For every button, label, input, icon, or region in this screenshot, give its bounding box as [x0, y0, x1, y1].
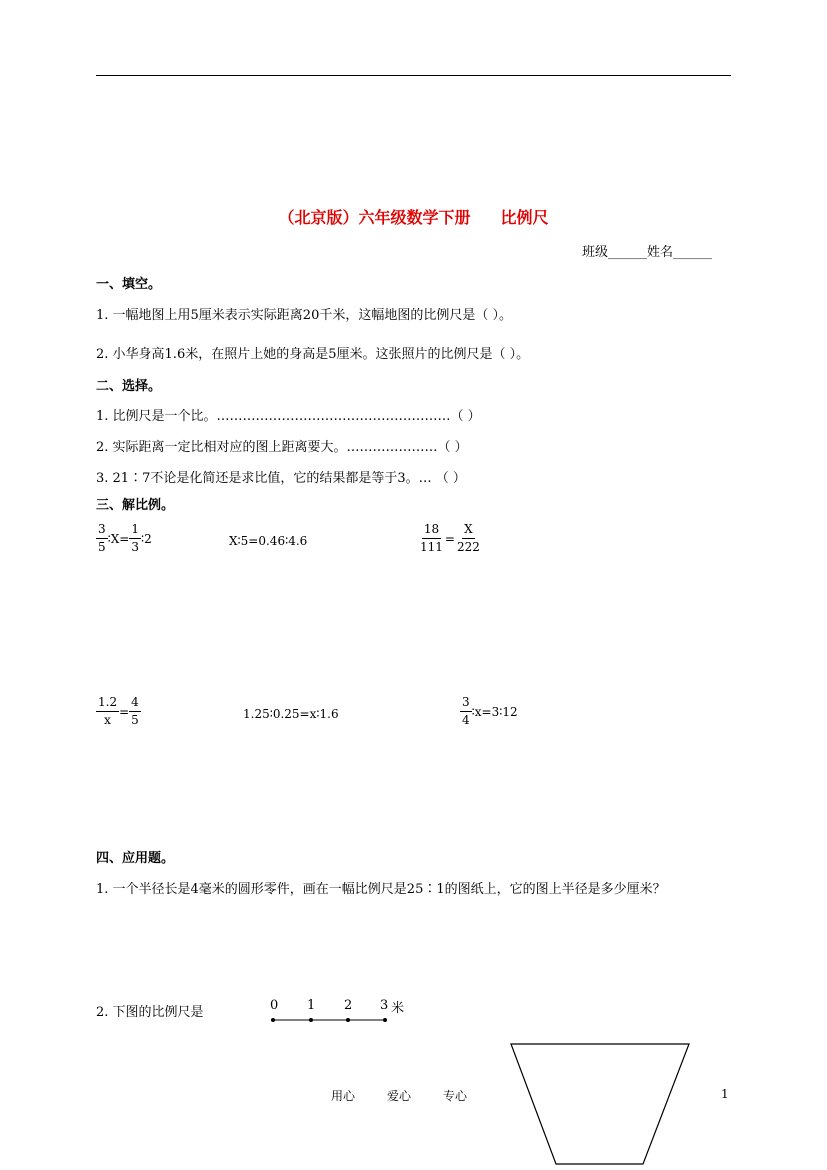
section-choice-heading: 二、选择。	[96, 379, 162, 394]
footer-right: 专心	[443, 1089, 468, 1103]
fill-question-1: 1. 一幅地图上用5厘米表示实际距离20千米，这幅地图的比例尺是（ ）。	[96, 308, 512, 323]
ruler-line	[270, 1014, 395, 1024]
fill-question-2: 2. 小华身高1.6米，在照片上她的身高是5厘米。这张照片的比例尺是（ ）。	[96, 347, 530, 362]
apply-question-1: 1. 一个半径长是4毫米的圆形零件，画在一幅比例尺是25∶1的图纸上，它的图上半径是多少厘米？	[96, 882, 666, 897]
ruler-label-2: 2	[344, 998, 353, 1013]
section-fill-heading: 一、填空。	[96, 277, 162, 292]
equation-6: $\frac{3}{4}$ ∶x=3∶12	[462, 695, 518, 727]
choice-question-2: 2. 实际距离一定比相对应的图上距离要大。…………………（ ）	[96, 440, 468, 455]
fraction: $\frac{18}{111}$	[420, 522, 443, 554]
trapezoid-figure	[508, 1042, 692, 1166]
fraction: $\frac{1}{3}$	[131, 522, 140, 554]
header-rule	[96, 75, 731, 76]
ruler-unit: 米	[391, 1001, 405, 1016]
ruler-label-3: 3	[380, 998, 389, 1013]
apply-question-2: 2. 下图的比例尺是	[96, 1005, 204, 1020]
footer-left: 用心	[331, 1089, 356, 1103]
fraction: $\frac{4}{5}$	[131, 695, 139, 727]
page-title	[0, 205, 827, 228]
page-number: 1	[721, 1087, 729, 1101]
equation-3: $\frac{18}{111}$ = $\frac{X}{222}$	[420, 522, 480, 554]
choice-question-3: 3. 21∶7不论是化简还是求比值，它的结果都是等于3。… （ ）	[96, 471, 466, 486]
ruler-label-0: 0	[270, 998, 279, 1013]
equation-5: 1.25∶0.25=x∶1.6	[243, 707, 339, 721]
ruler-label-1: 1	[307, 998, 316, 1013]
fraction: $\frac{1.2}{x}$	[98, 695, 118, 727]
choice-question-1: 1. 比例尺是一个比。………………………………………………（ ）	[96, 409, 481, 424]
fraction: $\frac{3}{4}$	[462, 695, 470, 727]
section-apply-heading: 四、应用题。	[96, 851, 175, 866]
class-name-line: 班级______姓名______	[582, 245, 713, 260]
equation-2: X∶5=0.46∶4.6	[229, 534, 308, 548]
equation-1: $\frac{3}{5}$ ∶X= $\frac{1}{3}$ ∶2	[98, 522, 152, 554]
fraction: $\frac{3}{5}$	[98, 522, 106, 554]
section-solve-heading: 三、解比例。	[96, 498, 175, 513]
title-main: （北京版）六年级数学下册	[278, 208, 471, 227]
footer-mid: 爱心	[387, 1089, 412, 1103]
equation-4: $\frac{1.2}{x}$ = $\frac{4}{5}$	[98, 695, 139, 727]
scale-ruler	[270, 1000, 410, 1030]
title-sub: 比例尺	[500, 208, 549, 227]
fraction: $\frac{X}{222}$	[456, 522, 480, 554]
